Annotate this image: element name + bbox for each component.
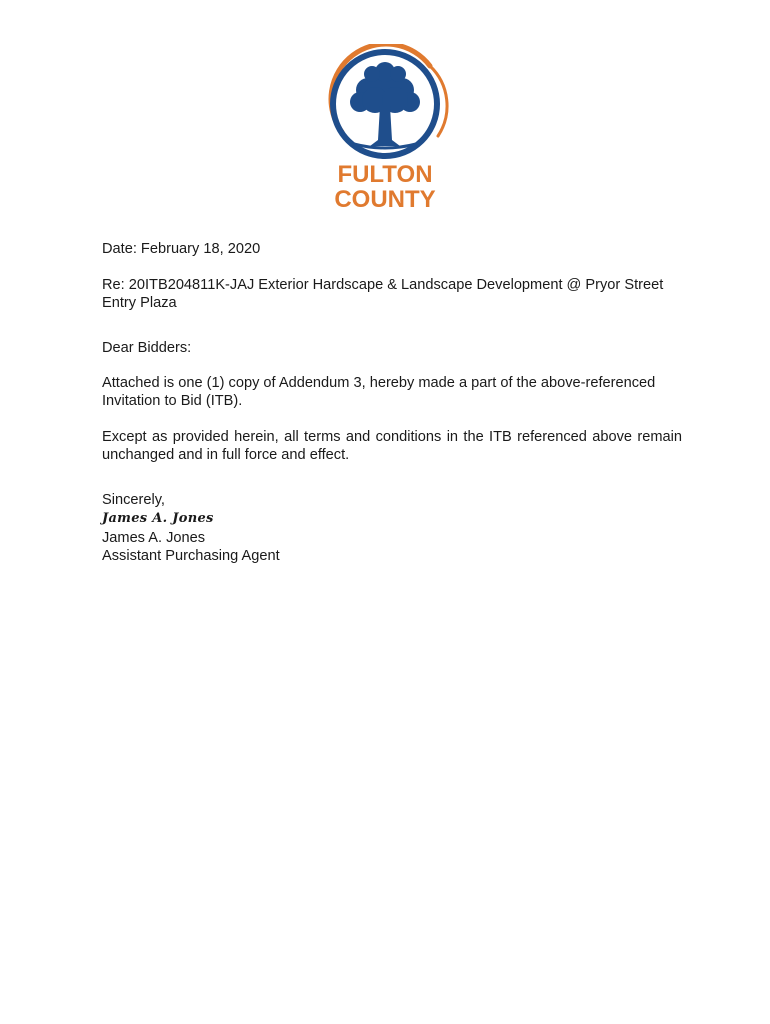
signer-title: Assistant Purchasing Agent	[102, 548, 280, 564]
fulton-county-logo	[320, 44, 450, 214]
letter-greeting: Dear Bidders:	[102, 340, 192, 356]
letter-closing: Sincerely,	[102, 492, 165, 508]
logo-text-fulton: FULTON	[337, 161, 433, 188]
tree-emblem-icon	[320, 44, 450, 214]
logo-text-county: COUNTY	[334, 186, 436, 213]
letter-paragraph-1: Attached is one (1) copy of Addendum 3, hereby made a part of the above-referenced Invitation to Bid (ITB).	[102, 375, 656, 409]
letter-paragraph-2: Except as provided herein, all terms and conditions in the ITB referenced above remain unchanged and in full force and effect.	[102, 429, 682, 463]
letter-date: Date: February 18, 2020	[102, 241, 261, 257]
letter-body	[102, 240, 682, 565]
letter-subject: Re: 20ITB204811K-JAJ Exterior Hardscape & Landscape Development @ Pryor Street Entry Plaza	[102, 277, 664, 311]
handwritten-signature: James A. Jones	[102, 511, 214, 526]
signer-name: James A. Jones	[102, 530, 206, 546]
